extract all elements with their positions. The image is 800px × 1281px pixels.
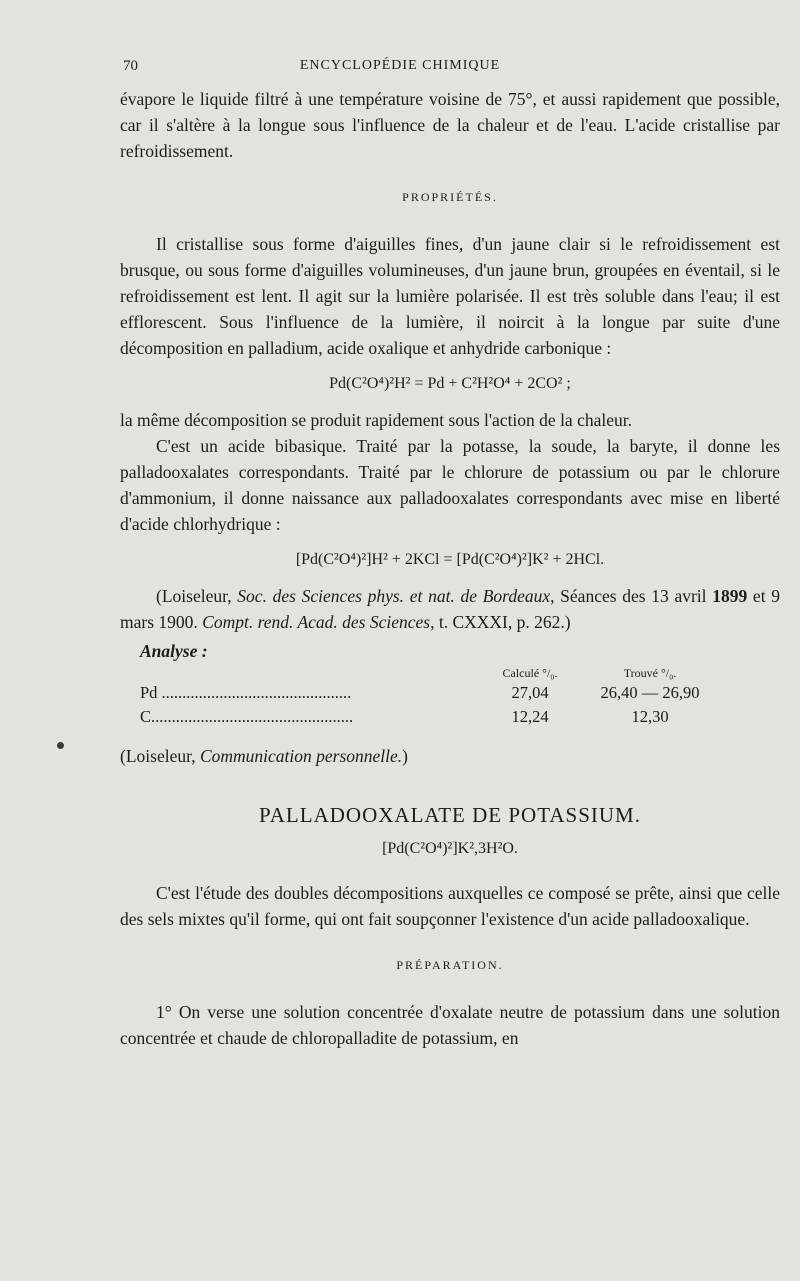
row-label: C................................................. (140, 707, 354, 726)
reference-1 (120, 583, 780, 635)
formula-decomposition: Pd(C²O⁴)²H² = Pd + C²H²O⁴ + 2CO² ; (329, 375, 571, 392)
formula-salt-reaction: [Pd(C²O⁴)²]H² + 2KCl = [Pd(C²O⁴)²]K² + 2HCl. (295, 551, 605, 568)
ref1-journal2: Compt. rend. Acad. des Sciences (202, 612, 431, 632)
compound-formula: [Pd(C²O⁴)²]K²,3H²O. (382, 840, 518, 857)
table-row (140, 705, 720, 729)
ref1-mid2: et 9 mars 1900. (120, 586, 781, 632)
ref2-open: (Loiseleur, (120, 746, 200, 766)
row-found: 12,30 (631, 707, 669, 726)
compound-title: PALLADOOXALATE DE POTASSIUM. (259, 803, 641, 827)
paragraph-3: la même décomposition se produit rapidement sous l'action de la chaleur. (120, 410, 632, 430)
column-found: Trouvé °/₀. (623, 666, 677, 680)
running-title: ENCYCLOPÉDIE CHIMIQUE (299, 58, 501, 73)
row-found: 26,40 — 26,90 (600, 683, 700, 702)
ref2-close: ) (402, 746, 408, 766)
margin-dot (57, 742, 64, 749)
row-calc: 27,04 (511, 683, 549, 702)
analysis-table (140, 666, 720, 729)
ref1-open: (Loiseleur, (156, 586, 238, 606)
page-number: 70 (123, 58, 138, 74)
row-label: Pd .............................................. (140, 683, 352, 702)
paragraph-4: C'est un acide bibasique. Traité par la potasse, la soude, la baryte, il donne les palladooxalates correspondants. Traité par le chlorure de potassium ou par le chlorure d'ammonium, il donne naissance aux palladooxalates correspondants avec mise en liberté d'acide chlorhydrique : (120, 436, 780, 534)
paragraph-1: évapore le liquide filtré à une température voisine de 75°, et aussi rapidement que possible, car il s'altère à la longue sous l'influence de la chaleur et de l'eau. L'acide cristallise par refroidissement. (120, 89, 780, 161)
reference-2 (120, 743, 780, 769)
page-header (0, 58, 800, 80)
section-heading-properties: PROPRIÉTÉS. (402, 190, 498, 204)
section-heading-preparation: PRÉPARATION. (396, 958, 504, 972)
ref2-italic: Communication personnelle. (199, 746, 403, 766)
paragraph-6: 1° On verse une solution concentrée d'oxalate neutre de potassium dans une solution concentrée et chaude de chloropalladite de potassium, en (120, 1002, 780, 1048)
ref1-journal: Soc. des Sciences phys. et nat. de Bordeaux (237, 586, 551, 606)
analysis-title: Analyse : (140, 641, 208, 661)
ref1-year: 1899 (712, 586, 748, 606)
page-body (120, 86, 780, 1051)
paragraph-2: Il cristallise sous forme d'aiguilles fines, d'un jaune clair si le refroidissement est brusque, ou sous forme d'aiguilles volumineuses, d'un jaune brun, groupées en éventail, si le refroidissement est lent. Il agit sur la lumière polarisée. Il est très soluble dans l'eau; il est efflorescent. Sous l'influence de la lumière, il noircit à la longue par suite d'une décomposition en palladium, acide oxalique et anhydride carbonique : (120, 234, 780, 358)
ref1-end: , t. CXXXI, p. 262.) (430, 612, 571, 632)
paragraph-5: C'est l'étude des doubles décompositions auxquelles ce composé se prête, ainsi que celle des sels mixtes qu'il forme, qui ont fait soupçonner l'existence d'un acide palladooxalique. (120, 883, 780, 929)
table-row (140, 681, 720, 705)
row-calc: 12,24 (511, 707, 549, 726)
column-calculated: Calculé °/₀. (502, 666, 558, 680)
ref1-mid: , Séances des 13 avril (550, 586, 713, 606)
